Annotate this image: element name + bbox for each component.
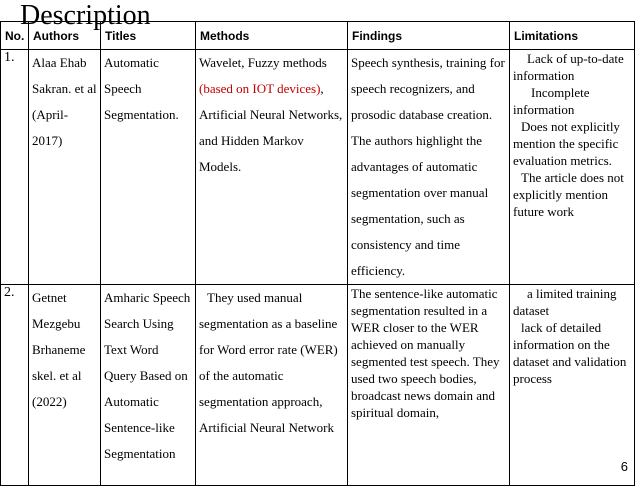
header-findings: Findings xyxy=(348,22,510,50)
methods-text: They used manual segmentation as a baseline for Word error rate (WER) of the automatic segmentation approach, Artificial Neural Network xyxy=(199,290,338,435)
authors-cell xyxy=(29,285,101,486)
methods-cell xyxy=(196,50,348,285)
methods-text-rest: , Artificial Neural Networks, and Hidden Markov Models. xyxy=(199,81,343,174)
table-header-row xyxy=(1,22,635,50)
limitations-cell xyxy=(510,50,635,285)
limitation-item: Does not explicitly mention the specific evaluation metrics. xyxy=(513,119,620,168)
table-row xyxy=(1,50,635,285)
methods-highlight: (based on IOT devices) xyxy=(199,81,321,96)
literature-table xyxy=(0,21,635,486)
row-number: 2. xyxy=(1,285,29,486)
table-row xyxy=(1,285,635,486)
titles-text: Amharic Speech Search Using Text Word Query Based on Automatic Sentence-like Segmentation xyxy=(104,290,191,461)
authors-text: Getnet Mezgebu Brhaneme skel. et al (2022) xyxy=(32,290,86,409)
row-number: 1. xyxy=(1,50,29,285)
findings-cell: Speech synthesis, training for speech recognizers, and prosodic database creation. The authors highlight the advantages of automatic segmentation over manual segmentation, such as consistency and time efficiency. xyxy=(348,50,510,285)
limitations-cell xyxy=(510,285,635,486)
limitation-item: Incomplete information xyxy=(513,85,590,117)
titles-cell: Automatic Speech Segmentation. xyxy=(101,50,196,285)
titles-cell xyxy=(101,285,196,486)
limitation-item: Lack of up-to-date information xyxy=(513,51,624,83)
limitation-item: lack of detailed information on the dataset and validation process xyxy=(513,320,627,386)
header-no: No. xyxy=(1,22,29,50)
methods-cell xyxy=(196,285,348,486)
page-number: 6 xyxy=(620,459,628,474)
methods-text: Wavelet, Fuzzy methods xyxy=(199,55,327,70)
slide-title: Description xyxy=(20,0,151,31)
header-methods: Methods xyxy=(196,22,348,50)
authors-cell: Alaa Ehab Sakran. et al (April-2017) xyxy=(29,50,101,285)
header-titles: Titles xyxy=(101,22,196,50)
header-authors: Authors xyxy=(29,22,101,50)
header-limitations: Limitations xyxy=(510,22,635,50)
limitation-item: a limited training dataset xyxy=(513,286,617,318)
limitation-item: The article does not explicitly mention future work xyxy=(513,170,624,219)
findings-cell: The sentence-like automatic segmentation resulted in a WER closer to the WER achieved on manually segmented test speech. They used two speech bodies, broadcast news domain and spiritual domain, xyxy=(348,285,510,486)
